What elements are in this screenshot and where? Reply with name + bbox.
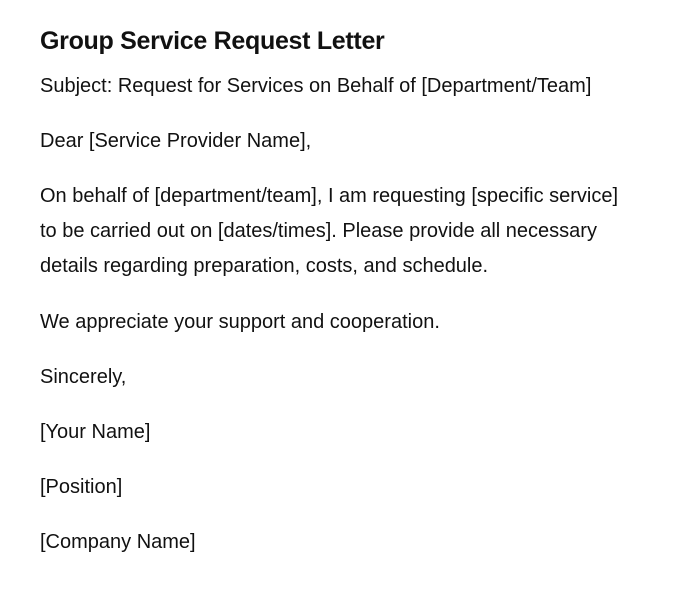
appreciation-line: We appreciate your support and cooperation. xyxy=(40,311,440,333)
signature-position: [Position] xyxy=(40,476,123,498)
body-paragraph: On behalf of [department/team], I am requesting [specific service] to be carried out on [dates/times]. Please provide all necessary details regarding preparation, costs, and schedule. xyxy=(40,185,619,277)
subject-line: Subject: Request for Services on Behalf of [Department/Team] xyxy=(40,75,592,97)
signature-name: [Your Name] xyxy=(40,421,151,443)
signature-company: [Company Name] xyxy=(40,531,196,553)
closing: Sincerely, xyxy=(40,366,127,388)
letter-title: Group Service Request Letter xyxy=(40,27,385,55)
salutation: Dear [Service Provider Name], xyxy=(40,130,312,152)
